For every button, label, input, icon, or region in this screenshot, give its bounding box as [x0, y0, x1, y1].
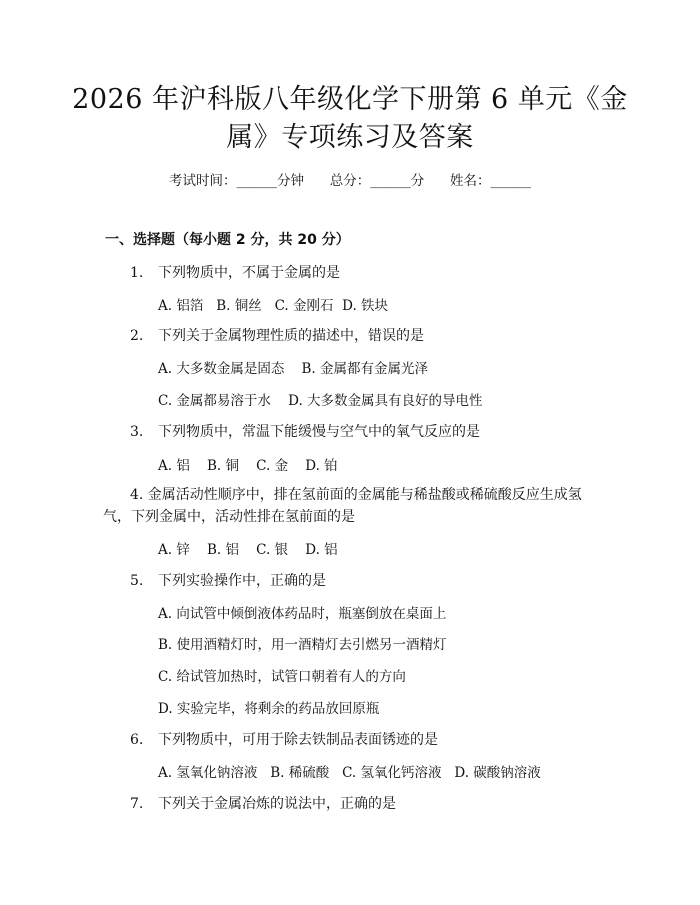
question-5-option-a: A. 向试管中倾倒液体药品时，瓶塞倒放在桌面上: [158, 606, 447, 622]
question-text: 下列物质中，不属于金属的是: [158, 265, 340, 281]
question-number: 1.: [130, 265, 144, 281]
question-text: 下列关于金属物理性质的描述中，错误的是: [158, 328, 424, 344]
question-3: [130, 421, 480, 441]
question-text: 下列实验操作中，正确的是: [158, 573, 326, 589]
question-number: 6.: [130, 732, 144, 748]
question-3-options: A. 铝 B. 铜 C. 金 D. 铂: [158, 458, 338, 474]
question-6: [130, 729, 438, 749]
question-7: [130, 793, 396, 813]
question-5-option-c: C. 给试管加热时，试管口朝着有人的方向: [158, 669, 406, 685]
doc-title-line-2: 属》专项练习及答案: [226, 122, 474, 153]
student-name-label: 姓名：______: [450, 173, 531, 189]
question-number: 2.: [130, 328, 144, 344]
question-text: 下列物质中，可用于除去铁制品表面锈迹的是: [158, 732, 438, 748]
question-text-line-1: 4. 金属活动性顺序中，排在氢前面的金属能与稀盐酸或稀硫酸反应生成氢: [130, 487, 582, 503]
question-2: [130, 325, 424, 345]
exam-meta: [0, 169, 700, 189]
question-6-options: A. 氢氧化钠溶液 B. 稀硫酸 C. 氢氧化钙溶液 D. 碳酸钠溶液: [158, 765, 541, 781]
question-5: [130, 570, 326, 590]
doc-title-line-1: 2026 年沪科版八年级化学下册第 6 单元《金: [72, 84, 628, 115]
question-4-continued: [103, 504, 603, 530]
question-text: 下列关于金属冶炼的说法中，正确的是: [158, 796, 396, 812]
exam-time-label: 考试时间：______分钟: [169, 173, 304, 189]
question-text: 下列物质中，常温下能缓慢与空气中的氧气反应的是: [158, 424, 480, 440]
question-1-options: A. 铝箔 B. 铜丝 C. 金刚石 D. 铁块: [158, 298, 389, 314]
question-number: 7.: [130, 796, 144, 812]
question-2-options-row-1: A. 大多数金属是固态 B. 金属都有金属光泽: [158, 361, 428, 377]
question-number: 3.: [130, 424, 144, 440]
question-number: 5.: [130, 573, 144, 589]
question-1: [130, 262, 340, 282]
question-2-options-row-2: C. 金属都易溶于水 D. 大多数金属具有良好的导电性: [158, 393, 483, 409]
question-4-options: A. 锌 B. 铝 C. 银 D. 铝: [158, 542, 338, 558]
section-heading: 一、选择题（每小题 2 分，共 20 分）: [105, 232, 350, 248]
total-score-label: 总分：______分: [329, 173, 425, 189]
question-5-option-d: D. 实验完毕，将剩余的药品放回原瓶: [158, 701, 380, 717]
question-5-option-b: B. 使用酒精灯时，用一酒精灯去引燃另一酒精灯: [158, 637, 447, 653]
question-text-line-2: 气，下列金属中，活动性排在氢前面的是: [103, 509, 355, 525]
